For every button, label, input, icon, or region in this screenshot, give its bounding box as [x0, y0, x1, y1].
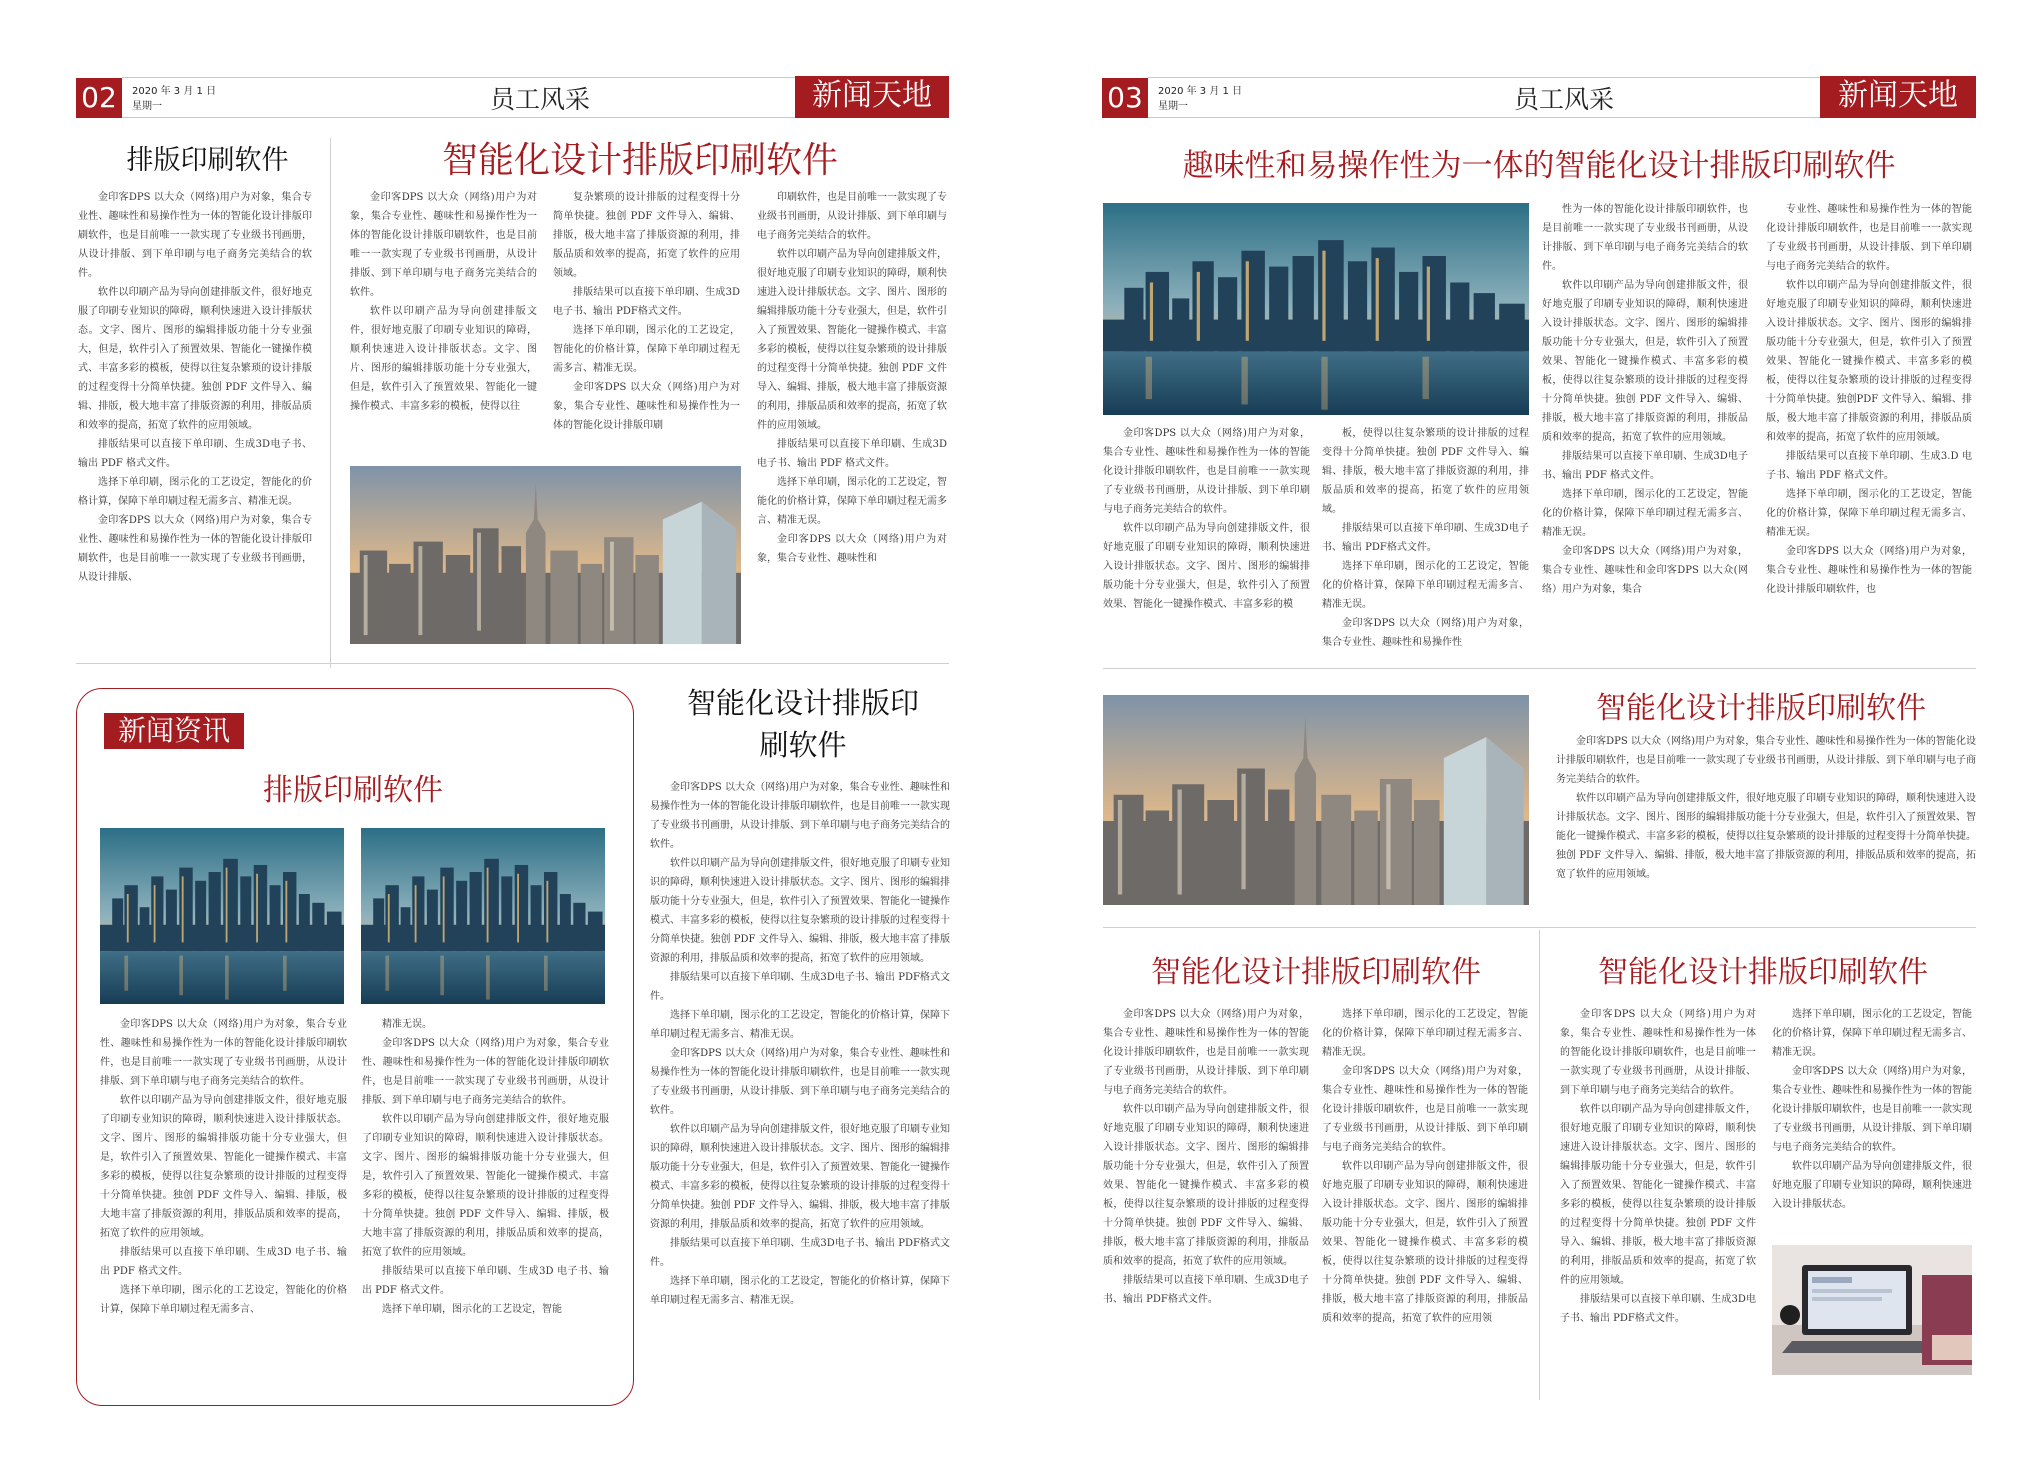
paragraph: 金印客DPS 以大众（网络)用户为对象，集合专业性、趣味性和易操作性为一体的智能化设计排版印刷软件，也是目前唯一一款实现了专业级书刊画册，从设计排版、到下单印刷与电子商务完美结合的软件。: [350, 192, 537, 298]
paragraph: 金印客DPS 以大众（网络)用户为对象，集合专业性、趣味性和易操作性为一体的智能化设计排版印刷软件，也是目前唯一一款实现了专业级书刊画册，从设计排版、到下单印刷与电子商务完美结合的软件。: [78, 192, 312, 279]
paragraph: 排版结果可以直接下单印刷、生成3D 电子书、输出 PDF 格式文件。: [362, 1266, 609, 1296]
date-text: 2020 年 3 月 1 日: [132, 86, 217, 97]
article-column: [757, 188, 947, 653]
topic-banner: 新闻天地: [1820, 76, 1976, 118]
paragraph: 金印客DPS 以大众（网络)用户为对象，集合专业性、趣味性和易操作性为一体的智能化设计排版印刷软件，也是目前唯一一款实现了专业级书刊画册，从设计排版、到下单印刷与电子商务完美结合的软件。: [1103, 428, 1310, 515]
section-divider: [76, 663, 949, 664]
article-column: [1103, 424, 1310, 656]
paragraph: 软件以印刷产品为导向创建排版文件，很好地克服了印刷专业知识的障碍，顺利快速进入设计排版状态。文字、图片、图形的编辑排版功能十分专业强大，但是，软件引入了预置效果、智能化一键操作模式、丰富多彩的模板，使得以往复杂繁琐的设计排版的过程变得十分简单快捷。独创 PDF 文件导入、编辑、排版，极大地丰富了排版资源的利用，排版品质和效率的提高，拓宽了软件的应用领域。: [1560, 1104, 1756, 1286]
article-column: [1766, 200, 1972, 660]
date-text: 2020 年 3 月 1 日: [1158, 86, 1243, 97]
article-column: [350, 188, 537, 458]
news-box-title: 排版印刷软件: [263, 773, 443, 808]
paragraph: 排版结果可以直接下单印刷、生成3D电子书、输出 PDF 格式文件。: [757, 439, 947, 469]
paragraph: 软件以印刷产品为导向创建排版文件，很好地克服了印刷专业知识的障碍，顺利快速进入设计排版状态。: [1772, 1161, 1972, 1210]
city-waterfront-photo: [361, 828, 605, 1004]
paragraph: 软件以印刷产品为导向创建排版文件，很好地克服了印刷专业知识的障碍，顺利快速进入设计排版状态。文字、图片、图形的编辑排版功能十分专业强大，但是，软件引入了预置效果、智能化一键操作模式、丰富多彩的模板，使得以往复杂繁琐的设计排版的过程变得十分简单快捷。独创 PDF 文件导入、编辑、排版，极大地丰富了排版资源的利用，排版品质和效率的提高，拓宽了软件的应用领域。: [1556, 793, 1976, 880]
paragraph: 排版结果可以直接下单印刷、生成3D 电子书、输出 PDF 格式文件。: [100, 1247, 347, 1277]
paragraph: 软件以印刷产品为导向创建排版文件，很好地克服了印刷专业知识的障碍，顺利快速进入设计排版状态。文字、图片、图形的编辑排版功能十分专业强大，但是，软件引入了预置效果、智能化一键操作模式、丰富多彩的模板，使得以往复杂繁琐的设计排版的过程变得十分简单快捷。独创 PDF 文件导入、编辑、排版，极大地丰富了排版资源的利用，排版品质和效率的提高，拓宽了软件的应用领域。: [78, 287, 312, 431]
section-title: 员工风采: [1513, 85, 1614, 114]
article-title: 智能化设计排版印刷软件: [1596, 691, 1926, 726]
article-column: [1103, 1005, 1309, 1390]
article-column: [1772, 1005, 1972, 1240]
article-body: [1556, 732, 1976, 907]
paragraph: 金印客DPS 以大众（网络)用户为对象，集合专业性、趣味性和易操作性: [1322, 618, 1529, 648]
city-skyline-photo: [350, 466, 741, 644]
section-divider: [1103, 668, 1976, 669]
article-column: [1322, 424, 1529, 656]
paragraph: 选择下单印刷，图示化的工艺设定，智能化的价格计算，保障下单印刷过程无需多言、精准无误。: [78, 477, 312, 507]
paragraph: 排版结果可以直接下单印刷、生成3D 电子书、输出 PDF格式文件。: [553, 287, 740, 317]
section-title: 员工风采: [489, 85, 590, 114]
paragraph: 排版结果可以直接下单印刷、生成3D电子书、输出 PDF 格式文件。: [78, 439, 312, 469]
city-waterfront-photo: [100, 828, 344, 1004]
paragraph: 排版结果可以直接下单印刷、生成3D电子书、输出 PDF格式文件。: [1560, 1294, 1756, 1324]
paragraph: 软件以印刷产品为导向创建排版文件，很好地克服了印刷专业知识的障碍，顺利快速进入设计排版状态。文字、图片、图形的编辑排版功能十分专业强大，但是，软件引入了预置效果、智能化一键操作模式、丰富多彩的模板，使得以往复杂繁琐的设计排版的过程变得十分简单快捷。独创 PDF 文件导入、编辑、排版，极大地丰富了排版资源的利用，排版品质和效率的提高，拓宽了软件的应用领域。: [100, 1095, 347, 1239]
article-title: [655, 682, 951, 766]
header-rule: [1148, 77, 1820, 78]
city-skyline-photo: [1103, 695, 1529, 905]
column-divider: [1539, 930, 1540, 1400]
paragraph: 选择下单印刷，图示化的工艺设定，智能化的价格计算，保障下单印刷过程无需多言、精准无误。: [553, 325, 740, 374]
header-rule: [122, 77, 795, 78]
article-title: 智能化设计排版印刷软件: [441, 140, 838, 181]
topic-banner: 新闻天地: [795, 76, 949, 118]
paragraph: 软件以印刷产品为导向创建排版文件，很好地克服了印刷专业知识的障碍，顺利快速进入设计排版状态。文字、图片、图形的编辑排版功能十分专业强大，但是，软件引入了预置效果、智能化一键操作模式、丰富多彩的模板，使得以往复杂繁琐的设计排版的过程变得十分简单快捷。独创PDF 文件导入、编辑、排版，极大地丰富了排版资源的利用，排版品质和效率的提高，拓宽了软件的应用领域。: [1766, 280, 1972, 443]
header-rule-bottom: [1148, 117, 1820, 118]
section-divider: [1103, 927, 1976, 928]
paragraph: 复杂繁琐的设计排版的过程变得十分简单快捷。独创 PDF 文件导入、编辑、排版，极大地丰富了排版资源的利用，排版品质和效率的提高，拓宽了软件的应用领域。: [553, 192, 740, 279]
paragraph: 排版结果可以直接下单印刷、生成3D电子书、输出 PDF格式文件。: [1322, 523, 1529, 553]
article-title: 智能化设计排版印刷软件: [1151, 955, 1481, 990]
paragraph: 排版结果可以直接下单印刷、生成3D电子书、输出 PDF格式文件。: [650, 1238, 950, 1268]
weekday-text: 星期一: [1158, 101, 1188, 112]
paragraph: 软件以印刷产品为导向创建排版文件，很好地克服了印刷专业知识的障碍，顺利快速进入设计排版状态。文字、图片、图形的编辑排版功能十分专业强大，但是，软件引入了预置效果、智能化一键操作模式、丰富多彩的模板，使得以往复杂繁琐的设计排版的过程变得十分简单快捷。独创 PDF 文件导入、编辑、排版，极大地丰富了排版资源的利用，排版品质和效率的提高，拓宽了软件的应用领域。: [1103, 1104, 1309, 1267]
right-page: [1020, 0, 2040, 1473]
paragraph: 选择下单印刷，图示化的工艺设定，智能化的价格计算，保障下单印刷过程无需多言、精准无误。: [1322, 1009, 1528, 1058]
city-waterfront-photo: [1103, 203, 1529, 415]
page-number: 02: [76, 78, 122, 118]
paragraph: 软件以印刷产品为导向创建排版文件，很好地克服了印刷专业知识的障碍，顺利快速进入设计排版状态。文字、图片、图形的编辑排版功能十分专业强大，但是，软件引入了预置效果、智能化一键操作模式、丰富多彩的模板，使得以往: [350, 306, 537, 412]
paragraph: 金印客DPS 以大众（网络)用户为对象，集合专业性、趣味性和易操作性为一体的智能化设计排版印刷软件，也是目前唯一一款实现了专业级书刊画册，从设计排版、到下单印刷与电子商务完美结合的软件。: [362, 1038, 609, 1106]
paragraph: 选择下单印刷，图示化的工艺设定，智能化的价格计算，保障下单印刷过程无需多言、: [100, 1285, 347, 1315]
paragraph: 排版结果可以直接下单印刷、生成3.D 电子书、输出 PDF 格式文件。: [1766, 451, 1972, 481]
paragraph: 专业性、趣味性和易操作性为一体的智能化设计排版印刷软件，也是目前唯一一款实现了专业级书刊画册，从设计排版、到下单印刷与电子商务完美结合的软件。: [1766, 204, 1972, 272]
paragraph: 金印客DPS 以大众（网络)用户为对象，集合专业性、趣味性和易操作性为一体的智能化设计排版印刷软件，也是目前唯一一款实现了专业级书刊画册，从设计排版、到下单印刷与电子商务完美结合的软件。: [1560, 1009, 1756, 1096]
date-line: [132, 84, 216, 114]
paragraph: 软件以印刷产品为导向创建排版文件，很好地克服了印刷专业知识的障碍，顺利快速进入设计排版状态。文字、图片、图形的编辑排版功能十分专业强大，但是，软件引入了预置效果、智能化一键操作模式、丰富多彩的模板，使得以往复杂繁琐的设计排版的过程变得十分简单快捷。独创 PDF 文件导入、编辑、排版，极大地丰富了排版资源的利用，排版品质和效率的提高，拓宽了软件的应用领域。: [650, 1124, 950, 1230]
paragraph: 金印客DPS 以大众（网络)用户为对象，集合专业性、趣味性和易操作性为一体的智能化设计排版印刷软件，也是目前唯一一款实现了专业级书刊画册，从设计排版、到下单印刷与电子商务完美结合的软件。: [1556, 736, 1976, 785]
article-column: [362, 1015, 609, 1360]
paragraph: 选择下单印刷，图示化的工艺设定，智能化的价格计算，保障下单印刷过程无需多言、精准无误。: [650, 1276, 950, 1306]
article-column: [553, 188, 740, 458]
paragraph: 选择下单印刷，图示化的工艺设定，智能化的价格计算，保障下单印刷过程无需多言、精准无误。: [1322, 561, 1529, 610]
weekday-text: 星期一: [132, 101, 162, 112]
article-title-line: 智能化设计排版印: [686, 686, 919, 720]
article-column: [100, 1015, 347, 1360]
paragraph: 软件以印刷产品为导向创建排版文件，很好地克服了印刷专业知识的障碍，顺利快速进入设计排版状态。文字、图片、图形的编辑排版功能十分专业强大，但是，软件引入了预置效果、智能化一键操作模式、丰富多彩的模板，使得以往复杂繁琐的设计排版的过程变得十分简单快捷。独创 PDF 文件导入、编辑、排版，极大地丰富了排版资源的利用，排版品质和效率的提高，拓宽了软件的应用领域。: [650, 858, 950, 964]
article-title: 排版印刷软件: [126, 145, 289, 176]
paragraph: 选择下单印刷，图示化的工艺设定，智能化的价格计算，保障下单印刷过程无需多言、精准无误。: [1766, 489, 1972, 538]
paragraph: 金印客DPS 以大众（网络)用户为对象，集合专业性、趣味性和易操作性为一体的智能化设计排版印刷软件，也是目前唯一一款实现了专业级书刊画册，从设计排版、到下单印刷与电子商务完美结合的软件。: [100, 1019, 347, 1087]
article-title: 趣味性和易操作性为一体的智能化设计排版印刷软件: [1182, 148, 1896, 184]
paragraph: 金印客DPS 以大众（网络)用户为对象，集合专业性、趣味性和: [757, 534, 947, 564]
date-line: [1158, 84, 1242, 114]
news-box-label: 新闻资讯: [104, 713, 244, 749]
paragraph: 选择下单印刷，图示化的工艺设定，智能化的价格计算，保障下单印刷过程无需多言、精准无误。: [1542, 489, 1748, 538]
paragraph: 印刷软件，也是目前唯一一款实现了专业级书刊画册，从设计排版、到下单印刷与电子商务完美结合的软件。: [757, 192, 947, 241]
paragraph: 选择下单印刷，图示化的工艺设定，智能: [382, 1304, 562, 1315]
paragraph: 金印客DPS 以大众（网络)用户为对象，集合专业性、趣味性和易操作性为一体的智能化设计排版印刷软件，也是目前唯一一款实现了专业级书刊画册，从设计排版、到下单印刷与电子商务完美结合的软件。: [1772, 1066, 1972, 1153]
article-column: [1560, 1005, 1756, 1390]
paragraph: 金印客DPS 以大众（网络)用户为对象，集合专业性、趣味性和易操作性为一体的智能化设计排版印刷软件，也是目前唯一一款实现了专业级书刊画册，从设计排版、: [78, 515, 312, 583]
article-column: [1542, 200, 1748, 660]
paragraph: 性为一体的智能化设计排版印刷软件，也是目前唯一一款实现了专业级书刊画册，从设计排版、到下单印刷与电子商务完美结合的软件。: [1542, 204, 1748, 272]
article-body: [78, 188, 312, 653]
article-title: 智能化设计排版印刷软件: [1598, 955, 1928, 990]
paragraph: 软件以印刷产品为导向创建排版文件，很好地克服了印刷专业知识的障碍，顺利快速进入设计排版状态。文字、图片、图形的编辑排版功能十分专业强大，但是，软件引入了预置效果、智能化一键操作模式、丰富多彩的模板，使得以往复杂繁琐的设计排版的过程变得十分简单快捷。独创 PDF 文件导入、编辑、排版，极大地丰富了排版资源的利用，排版品质和效率的提高，拓宽了软件的应用领: [1322, 1161, 1528, 1324]
paragraph: 软件以印刷产品为导向创建排版文件，很好地克服了印刷专业知识的障碍，顺利快速进入设计排版状态。文字、图片、图形的编辑排版功能十分专业强大，但是，软件引入了预置效果、智能化一键操作模式、丰富多彩的模板，使得以往复杂繁琐的设计排版的过程变得十分简单快捷。独创 PDF 文件导入、编辑、排版，极大地丰富了排版资源的利用，排版品质和效率的提高，拓宽了软件的应用领域。: [1542, 280, 1748, 443]
article-column: [1322, 1005, 1528, 1390]
paragraph: 选择下单印刷，图示化的工艺设定，智能化的价格计算，保障下单印刷过程无需多言、精准无误。: [757, 477, 947, 526]
column-divider: [330, 138, 331, 668]
paragraph: 选择下单印刷，图示化的工艺设定，智能化的价格计算，保障下单印刷过程无需多言、精准无误。: [650, 1010, 950, 1040]
header-rule-bottom: [122, 117, 795, 118]
paragraph: 金印客DPS 以大众（网络)用户为对象，集合专业性、趣味性和易操作性为一体的智能化设计排版印刷: [553, 382, 740, 431]
article-body: [650, 778, 950, 1383]
paragraph: 软件以印刷产品为导向创建排版文件，很好地克服了印刷专业知识的障碍，顺利快速进入设计排版状态。文字、图片、图形的编辑排版功能十分专业强大，但是，软件引入了预置效果、智能化一键操作模式、丰富多彩的模: [1103, 523, 1310, 610]
article-title-line: 刷软件: [759, 728, 847, 762]
paragraph: 选择下单印刷，图示化的工艺设定，智能化的价格计算，保障下单印刷过程无需多言、精准无误。: [1772, 1009, 1972, 1058]
paragraph: 软件以印刷产品为导向创建排版文件，很好地克服了印刷专业知识的障碍，顺利快速进入设计排版状态。文字、图片、图形的编辑排版功能十分专业强大，但是，软件引入了预置效果、智能化一键操作模式、丰富多彩的模板，使得以往复杂繁琐的设计排版的过程变得十分简单快捷。独创 PDF 文件导入、编辑、排版，极大地丰富了排版资源的利用，排版品质和效率的提高，拓宽了软件的应用领域。: [362, 1114, 609, 1258]
paragraph: 金印客DPS 以大众（网络)用户为对象，集合专业性、趣味性和易操作性为一体的智能化设计排版印刷软件，也是目前唯一一款实现了专业级书刊画册，从设计排版、到下单印刷与电子商务完美结合的软件。: [650, 782, 950, 850]
paragraph: 软件以印刷产品为导向创建排版文件，很好地克服了印刷专业知识的障碍，顺利快速进入设计排版状态。文字、图片、图形的编辑排版功能十分专业强大，但是，软件引入了预置效果、智能化一键操作模式、丰富多彩的模板，使得以往复杂繁琐的设计排版的过程变得十分简单快捷。独创 PDF 文件导入、编辑、排版，极大地丰富了排版资源的利用，排版品质和效率的提高，拓宽了软件的应用领域。: [757, 249, 947, 431]
page-number: 03: [1102, 78, 1148, 118]
paragraph: 金印客DPS 以大众（网络)用户为对象，集合专业性、趣味性和易操作性为一体的智能化设计排版印刷软件，也是目前唯一一款实现了专业级书刊画册，从设计排版、到下单印刷与电子商务完美结合的软件。: [650, 1048, 950, 1116]
laptop-desk-photo: [1772, 1245, 1972, 1375]
paragraph: 金印客DPS 以大众（网络)用户为对象，集合专业性、趣味性和金印客DPS 以大众(网络）用户为对象，集合: [1542, 546, 1748, 595]
paragraph: 板，使得以往复杂繁琐的设计排版的过程变得十分简单快捷。独创 PDF 文件导入、编辑、排版，极大地丰富了排版资源的利用，排版品质和效率的提高，拓宽了软件的应用领域。: [1322, 428, 1529, 515]
paragraph: 排版结果可以直接下单印刷、生成3D电子书、输出 PDF格式文件。: [650, 972, 950, 1002]
paragraph: 精准无误。: [382, 1019, 432, 1030]
paragraph: 排版结果可以直接下单印刷、生成3D电子书、输出 PDF格式文件。: [1103, 1275, 1309, 1305]
paragraph: 金印客DPS 以大众（网络)用户为对象，集合专业性、趣味性和易操作性为一体的智能化设计排版印刷软件，也是目前唯一一款实现了专业级书刊画册，从设计排版、到下单印刷与电子商务完美结合的软件。: [1103, 1009, 1309, 1096]
paragraph: 金印客DPS 以大众（网络)用户为对象，集合专业性、趣味性和易操作性为一体的智能化设计排版印刷软件，也: [1766, 546, 1972, 595]
paragraph: 排版结果可以直接下单印刷、生成3D电子书、输出 PDF 格式文件。: [1542, 451, 1748, 481]
paragraph: 金印客DPS 以大众（网络)用户为对象，集合专业性、趣味性和易操作性为一体的智能化设计排版印刷软件，也是目前唯一一款实现了专业级书刊画册，从设计排版、到下单印刷与电子商务完美结合的软件。: [1322, 1066, 1528, 1153]
